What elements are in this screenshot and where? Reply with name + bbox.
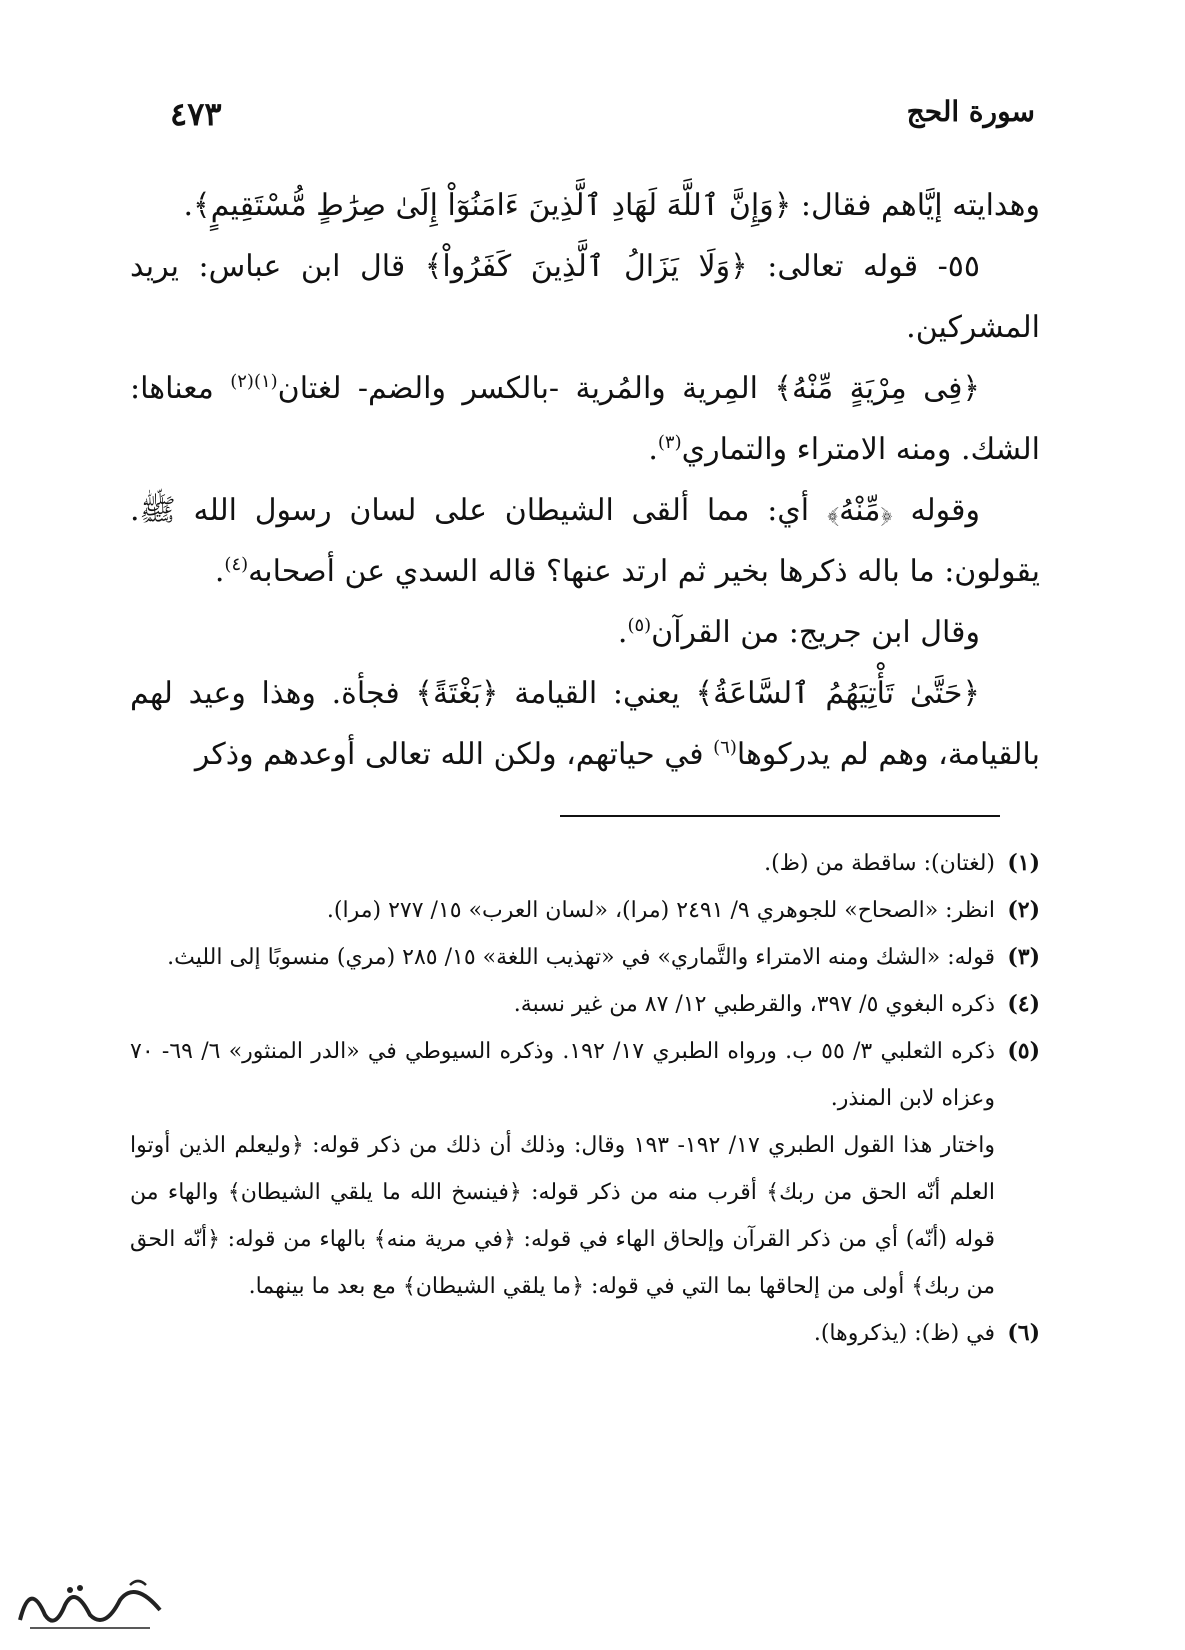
footnote-text: في (ظ): (يذكروها). — [813, 1321, 995, 1346]
text-run: ﴿فِى مِرْيَةٍ مِّنْهُ﴾ المِرية والمُرية -بالكسر والضم- لغتان — [277, 371, 980, 406]
text-run: . — [617, 615, 628, 650]
footnote-text: قوله: «الشك ومنه الامتراء والتَّماري» في «تهذيب اللغة» ١٥/ ٢٨٥ (مري) منسوبًا إلى الليث. — [167, 945, 995, 970]
footnote-text: ذكره الثعلبي ٣/ ٥٥ ب. ورواه الطبري ١٧/ ١٩٢. وذكره السيوطي في «الدر المنثور» ٦/ ٦٩- ٧٠ وعزاه لابن المنذر. — [130, 1039, 995, 1111]
footnote-number: (٢) — [1007, 897, 1040, 923]
surah-title: سورة الحج — [906, 95, 1035, 128]
footnote-number: (٤) — [1007, 991, 1040, 1017]
text-run: ﴿حَتَّىٰ تَأْتِيَهُمُ ٱلسَّاعَةُ﴾ يعني: القيامة ﴿بَغْتَةً﴾ فجأة. وهذا وعيد لهم بالقيامة، وهم لم يدركوها — [130, 676, 1040, 772]
paragraph — [130, 663, 1040, 785]
footnote-ref[interactable]: (٣) — [657, 432, 682, 453]
paragraph — [130, 602, 1040, 663]
footnote — [130, 934, 1040, 981]
footnote-number: (١) — [1007, 850, 1040, 876]
text-run: وقال ابن جريج: من القرآن — [651, 615, 980, 650]
page-number: ٤٧٣ — [170, 95, 222, 133]
footnote-number: (٣) — [1007, 944, 1040, 970]
footnote-ref[interactable]: (٤) — [224, 554, 249, 575]
footnote — [130, 1310, 1040, 1357]
footnote-ref[interactable]: (٥) — [627, 615, 652, 636]
footnote-ref[interactable]: (٦) — [713, 737, 737, 758]
footnote-continuation: واختار هذا القول الطبري ١٧/ ١٩٢- ١٩٣ وقال: وذلك أن ذلك من ذكر قوله: ﴿وليعلم الذين أوتوا العلم أنّه الحق من ربك﴾ أقرب منه من ذكر قوله: ﴿فينسخ الله ما يلقي الشيطان﴾ والهاء من قوله (أنّه) أي من ذكر القرآن وإلحاق الهاء في قوله: ﴿في مرية منه﴾ بالهاء من قوله: ﴿أنّه الحق من ربك﴾ أولى من إلحاقها بما التي في قوله: ﴿ما يلقي الشيطان﴾ مع بعد ما بينهما. — [130, 1133, 996, 1299]
page-header — [170, 95, 1035, 155]
paragraph — [130, 358, 1040, 480]
footnote — [130, 887, 1040, 934]
publisher-logo — [10, 1570, 170, 1640]
footnotes — [130, 840, 1040, 1357]
footnote-divider — [560, 815, 1000, 817]
text-run: . — [214, 554, 225, 589]
footnote-text: ذكره البغوي ٥/ ٣٩٧، والقرطبي ١٢/ ٨٧ من غير نسبة. — [513, 992, 995, 1017]
footnote — [130, 840, 1040, 887]
text-run: وقوله ﴿مِّنْهُ﴾ أي: مما ألقى الشيطان على لسان رسول الله ﷺ. يقولون: ما باله ذكرها بخير ثم ارتد عنها؟ قاله السدي عن أصحابه — [130, 493, 1040, 589]
main-text — [130, 175, 1040, 785]
footnote-text: انظر: «الصحاح» للجوهري ٩/ ٢٤٩١ (مرا)، «لسان العرب» ١٥/ ٢٧٧ (مرا). — [326, 898, 995, 923]
footnote-number: (٥) — [1007, 1038, 1040, 1064]
footnote-text: (لغتان): ساقطة من (ظ). — [764, 851, 995, 876]
text-run: في حياتهم، ولكن الله تعالى أوعدهم وذكر — [194, 737, 714, 772]
footnote — [130, 1028, 1040, 1122]
paragraph: ٥٥- قوله تعالى: ﴿وَلَا يَزَالُ ٱلَّذِينَ كَفَرُواْ﴾ قال ابن عباس: يريد المشركين. — [130, 249, 1040, 345]
footnote-number: (٦) — [1007, 1320, 1040, 1346]
text-run: . — [648, 432, 658, 467]
paragraph: وهدايته إيَّاهم فقال: ﴿وَإِنَّ ٱللَّهَ لَهَادِ ٱلَّذِينَ ءَامَنُوٓاْ إِلَىٰ صِرَٰطٍ مُّسْتَقِيمٍ﴾. — [183, 188, 1040, 223]
paragraph — [130, 480, 1040, 602]
text-run: معناها: الشك. ومنه الامتراء والتماري — [130, 371, 1040, 467]
footnote — [130, 981, 1040, 1028]
footnote-ref[interactable]: (١)(٢) — [230, 371, 278, 392]
